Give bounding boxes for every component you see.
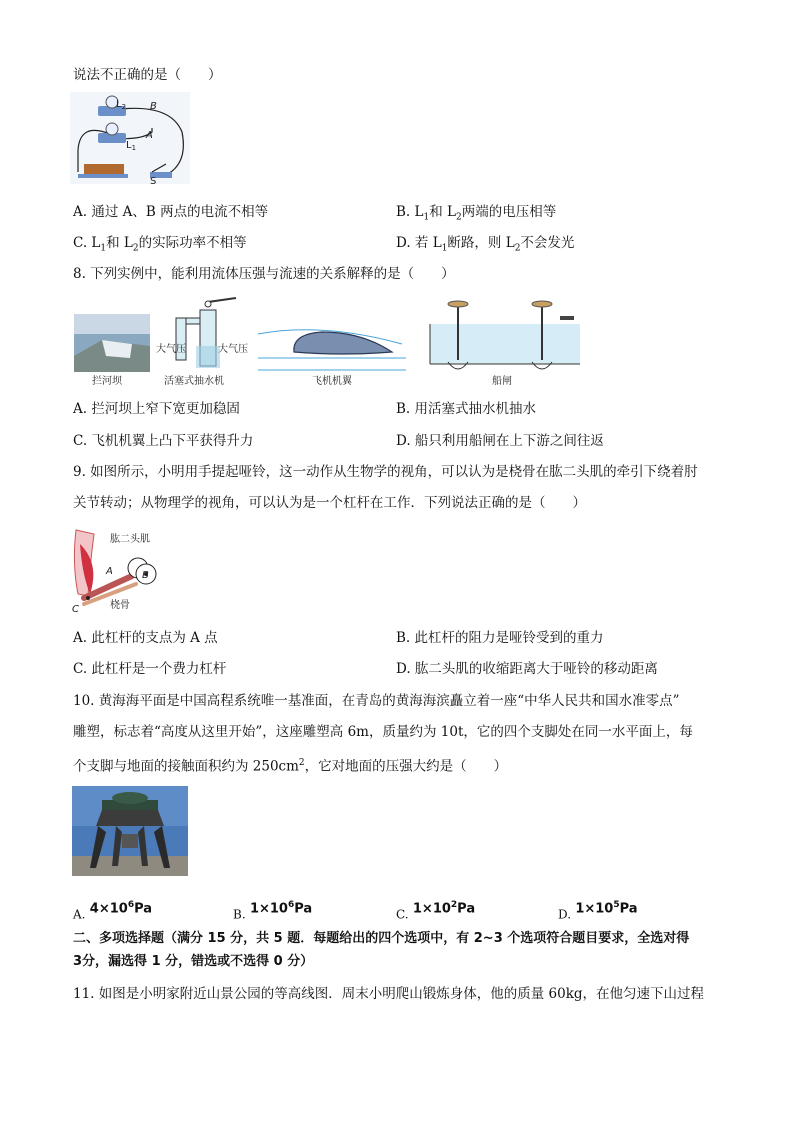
q7-option-d: D. 若 $L_1$断路，则 $L_2$不会发光	[396, 235, 575, 254]
q9-stem-line1: 9. 如图所示，小明用手提起哑铃，这一动作从生物学的视角，可以认为是桡骨在肱二头肌的牵引下绕着肘	[73, 464, 698, 480]
q8-figure-strip	[72, 296, 582, 388]
q8-caption-pump: 活塞式抽水机	[164, 376, 224, 387]
q8-caption-atm-left: 大气压	[156, 344, 186, 355]
q8-option-a: A. 拦河坝上窄下宽更加稳固	[73, 401, 240, 417]
q7-circuit-figure	[70, 92, 190, 184]
q9-option-b: B. 此杠杆的阻力是哑铃受到的重力	[396, 630, 604, 646]
q9-stem-line2: 关节转动；从物理学的视角，可以认为是一个杠杆在工作．下列说法正确的是（ ）	[73, 495, 586, 511]
q10-sculpture-photo	[72, 786, 188, 876]
q8-option-b: B. 用活塞式抽水机抽水	[396, 401, 537, 417]
q9-label-a: A	[106, 566, 113, 577]
q7-label-l1: $L_1$	[126, 140, 137, 152]
q8-caption-dam: 拦河坝	[92, 376, 122, 387]
q10-option-a: A. $4\times 10^6Pa$	[73, 900, 153, 922]
q9-option-c: C. 此杠杆是一个费力杠杆	[73, 661, 227, 677]
section2-heading-line2: 3分，漏选得 1 分，错选或不选得 0 分）	[73, 954, 314, 969]
q7-label-l2: $L_2$	[116, 99, 127, 111]
q8-option-d: D. 船只利用船闸在上下游之间往返	[396, 433, 604, 449]
q9-arm-figure	[70, 524, 170, 614]
q10-option-c: C. $1\times 10^2Pa$	[396, 900, 476, 922]
q8-caption-atm-right: 大气压	[218, 344, 248, 355]
q9-option-d: D. 肱二头肌的收缩距离大于哑铃的移动距离	[396, 661, 658, 677]
q10-stem-line1: 10. 黄海海平面是中国高程系统唯一基准面，在青岛的黄海海滨矗立着一座“中华人民共和国水准零点”	[73, 693, 680, 709]
q7-label-b: B	[150, 101, 157, 112]
q7-option-b: B. $L_1$和 $L_2$两端的电压相等	[396, 204, 557, 223]
q10-stem-line2: 雕塑，标志着“高度从这里开始”，这座雕塑高 6m，质量约为 10t，它的四个支脚处在同一水平面上，每	[73, 724, 693, 740]
q7-label-s: S	[150, 176, 157, 184]
q10-stem-line3: 个支脚与地面的接触面积约为 $250cm^2$，它对地面的压强大约是（ ）	[73, 758, 508, 775]
q8-caption-lock: 船闸	[492, 376, 512, 387]
q8-caption-wing: 飞机机翼	[312, 376, 352, 387]
q9-label-biceps: 肱二头肌	[110, 534, 150, 545]
section2-heading-line1: 二、多项选择题（满分 15 分，共 5 题．每题给出的四个选项中，有 2~3 个选项符合题目要求，全选对得	[73, 931, 690, 946]
q11-stem-line1: 11. 如图是小明家附近山景公园的等高线图．周末小明爬山锻炼身体，他的质量 60kg，在他匀速下山过程	[73, 986, 705, 1002]
q9-label-c: C	[72, 604, 79, 614]
q7-option-c: C. $L_1$和 $L_2$的实际功率不相等	[73, 235, 247, 254]
q10-option-b: B. $1\times 10^6Pa$	[233, 900, 313, 922]
q7-label-a: A	[146, 130, 153, 141]
q8-stem: 8. 下列实例中，能利用流体压强与流速的关系解释的是（ ）	[73, 266, 455, 282]
q9-label-b: B	[142, 570, 149, 581]
q7-option-a: A. 通过 A、B 两点的电流不相等	[73, 204, 269, 220]
q9-option-a: A. 此杠杆的支点为 A 点	[73, 630, 218, 646]
q7-stem-tail: 说法不正确的是（ ）	[73, 67, 222, 83]
q10-option-d: D. $1\times 10^5Pa$	[558, 900, 638, 922]
q9-label-radius: 桡骨	[110, 600, 130, 611]
q8-option-c: C. 飞机机翼上凸下平获得升力	[73, 433, 254, 449]
